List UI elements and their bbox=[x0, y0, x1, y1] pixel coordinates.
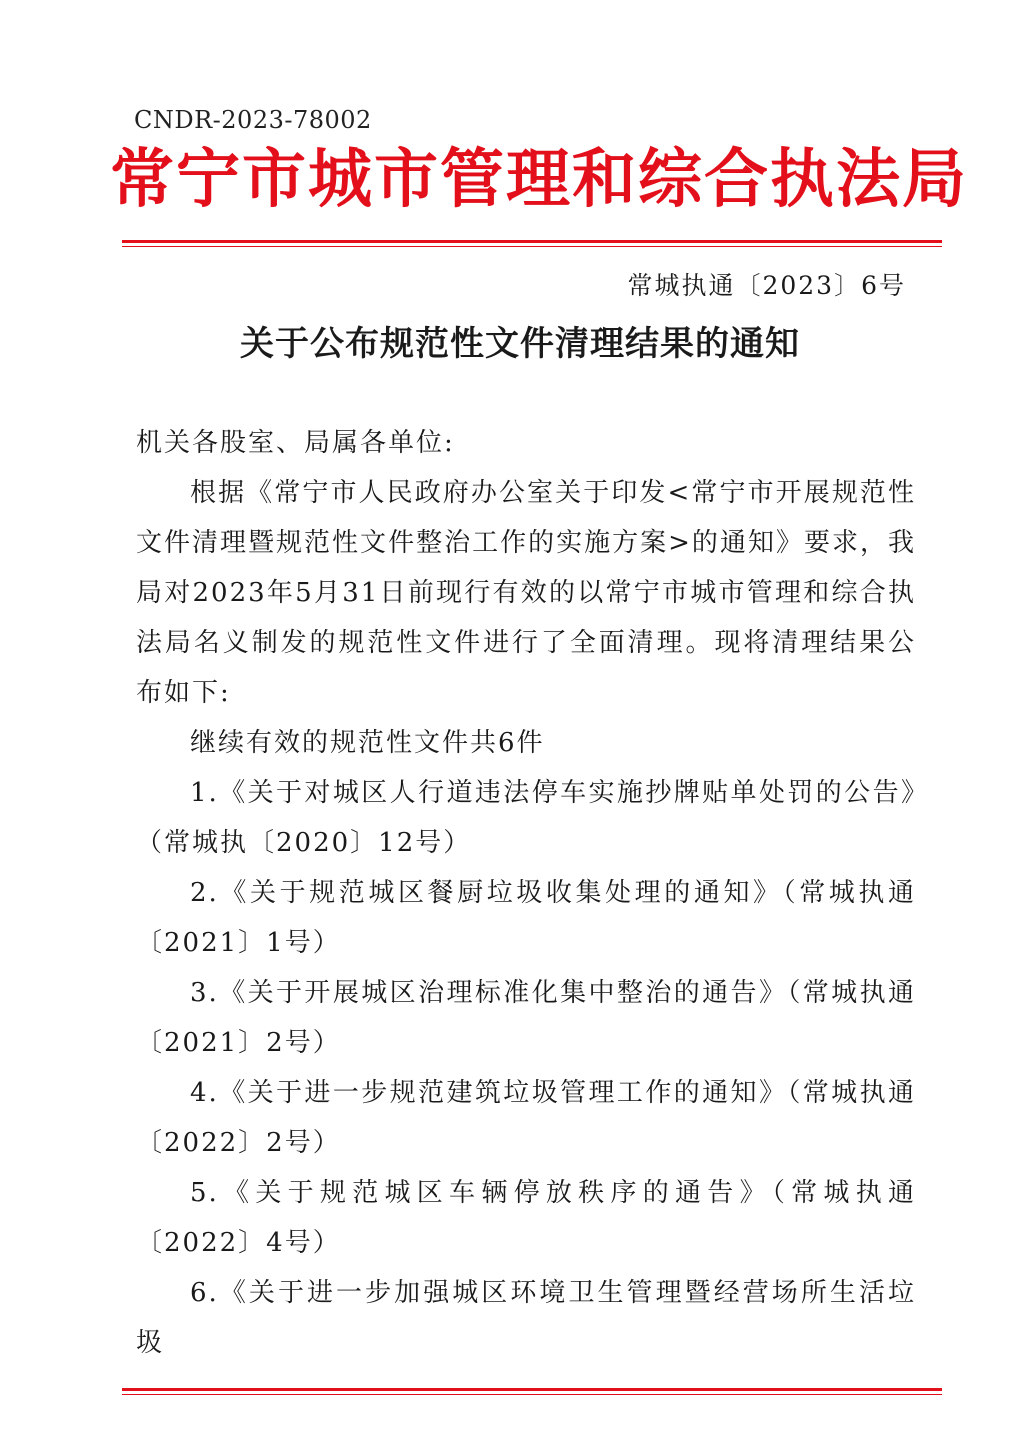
document-body bbox=[136, 418, 916, 1368]
document-number: 常城执通〔2023〕6号 bbox=[627, 271, 906, 300]
document-id-code: CNDR-2023-78002 bbox=[134, 106, 372, 134]
intro-paragraph: 根据《常宁市人民政府办公室关于印发<常宁市开展规范性文件清理暨规范性文件整治工作的实施方案>的通知》要求，我局对2023年5月31日前现行有效的以常宁市城市管理和综合执法局名义制发的规范性文件进行了全面清理。现将清理结果公布如下: bbox=[136, 478, 916, 708]
header-rule-thin bbox=[122, 246, 942, 247]
list-item: 3.《关于开展城区治理标准化集中整治的通告》（常城执通〔2021〕2号） bbox=[136, 978, 916, 1058]
summary-line: 继续有效的规范性文件共6件 bbox=[190, 728, 545, 758]
issuer-header: 常宁市城市管理和综合执法局 bbox=[110, 143, 968, 217]
header-rule-thick bbox=[122, 240, 942, 243]
footer-rule-thin bbox=[122, 1394, 942, 1395]
salutation: 机关各股室、局属各单位: bbox=[136, 428, 455, 458]
footer-rule-thick bbox=[122, 1388, 942, 1391]
list-item: 4.《关于进一步规范建筑垃圾管理工作的通知》（常城执通〔2022〕2号） bbox=[136, 1078, 916, 1158]
list-item: 2.《关于规范城区餐厨垃圾收集处理的通知》（常城执通〔2021〕1号） bbox=[136, 878, 916, 958]
list-item: 1.《关于对城区人行道违法停车实施抄牌贴单处罚的公告》（常城执〔2020〕12号） bbox=[136, 778, 916, 858]
document-title: 关于公布规范性文件清理结果的通知 bbox=[240, 324, 800, 364]
list-item: 5.《关于规范城区车辆停放秩序的通告》（常城执通〔2022〕4号） bbox=[136, 1178, 916, 1258]
list-item: 6.《关于进一步加强城区环境卫生管理暨经营场所生活垃圾 bbox=[136, 1278, 916, 1358]
